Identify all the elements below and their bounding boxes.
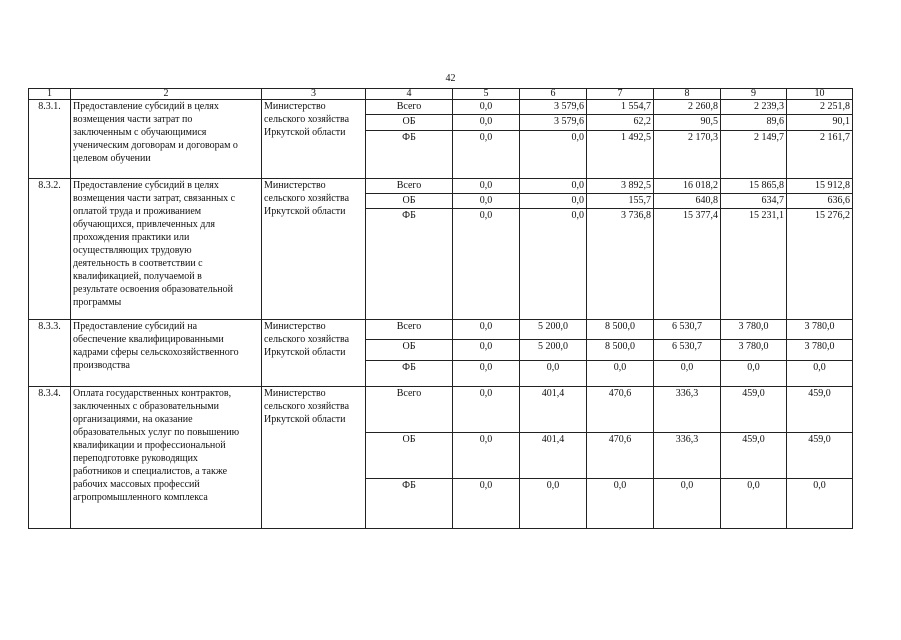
- funding-source: ОБ: [366, 115, 453, 131]
- header-cell: 8: [654, 89, 721, 100]
- value-cell: 0,0: [520, 361, 587, 387]
- header-row: [29, 89, 853, 100]
- value-cell: 2 260,8: [654, 100, 721, 115]
- header-cell: 5: [453, 89, 520, 100]
- value-cell: 3 579,6: [520, 100, 587, 115]
- value-cell: 0,0: [453, 361, 520, 387]
- value-cell: 155,7: [587, 194, 654, 209]
- value-cell: 0,0: [453, 320, 520, 340]
- description-line: работников и специалистов, а также: [73, 466, 228, 477]
- table-row: [29, 100, 853, 115]
- header-cell: 10: [787, 89, 853, 100]
- page-number: 42: [445, 73, 456, 84]
- funding-source: ОБ: [366, 340, 453, 361]
- description-line: осуществляющих трудовую: [73, 245, 192, 256]
- item-executor: [262, 100, 366, 179]
- value-cell: 15 276,2: [787, 209, 853, 320]
- description-line: прохождения практики или: [73, 232, 190, 243]
- value-cell: 636,6: [787, 194, 853, 209]
- value-cell: 1 554,7: [587, 100, 654, 115]
- header-cell: 4: [366, 89, 453, 100]
- header-cell: 7: [587, 89, 654, 100]
- header-cell: 9: [721, 89, 787, 100]
- description-line: программы: [73, 297, 122, 308]
- value-cell: 0,0: [453, 340, 520, 361]
- description-line: организациями, на оказание: [73, 414, 193, 425]
- executor-line: Министерство: [264, 388, 326, 399]
- value-cell: 89,6: [721, 115, 787, 131]
- value-cell: 15 865,8: [721, 179, 787, 194]
- value-cell: 470,6: [587, 387, 654, 433]
- value-cell: 0,0: [787, 361, 853, 387]
- description-line: ученическим договорам и договорам о: [73, 140, 238, 151]
- item-code: 8.3.3.: [29, 320, 71, 387]
- executor-line: Иркутской области: [264, 414, 346, 425]
- value-cell: 0,0: [721, 361, 787, 387]
- value-cell: 16 018,2: [654, 179, 721, 194]
- value-cell: 634,7: [721, 194, 787, 209]
- item-executor: [262, 387, 366, 529]
- value-cell: 0,0: [520, 131, 587, 179]
- value-cell: 0,0: [587, 479, 654, 529]
- item-executor: [262, 179, 366, 320]
- value-cell: 15 377,4: [654, 209, 721, 320]
- value-cell: 5 200,0: [520, 320, 587, 340]
- value-cell: 8 500,0: [587, 320, 654, 340]
- executor-line: сельского хозяйства: [264, 401, 350, 412]
- value-cell: 90,5: [654, 115, 721, 131]
- value-cell: 0,0: [654, 479, 721, 529]
- description-line: деятельность в соответствии с: [73, 258, 203, 269]
- funding-source: ФБ: [366, 209, 453, 320]
- item-description: [71, 100, 262, 179]
- description-line: обеспечение квалифицированными: [73, 334, 224, 345]
- executor-line: сельского хозяйства: [264, 114, 350, 125]
- value-cell: 0,0: [520, 209, 587, 320]
- value-cell: 3 780,0: [721, 320, 787, 340]
- description-line: Предоставление субсидий на: [73, 321, 198, 332]
- header-cell: 6: [520, 89, 587, 100]
- funding-source: Всего: [366, 100, 453, 115]
- executor-line: Министерство: [264, 101, 326, 112]
- description-line: переподготовке руководящих: [73, 453, 198, 464]
- value-cell: 459,0: [721, 433, 787, 479]
- table-row: [29, 179, 853, 194]
- executor-line: сельского хозяйства: [264, 193, 350, 204]
- value-cell: 0,0: [453, 387, 520, 433]
- value-cell: 2 251,8: [787, 100, 853, 115]
- description-line: возмещения части затрат, связанных с: [73, 193, 236, 204]
- value-cell: 3 892,5: [587, 179, 654, 194]
- value-cell: 0,0: [453, 179, 520, 194]
- table-row: [29, 387, 853, 433]
- description-line: заключенных с образовательными: [73, 401, 219, 412]
- budget-table: [28, 88, 853, 529]
- description-line: обучающихся, привлеченных для: [73, 219, 215, 230]
- executor-line: Министерство: [264, 321, 326, 332]
- description-line: образовательных услуг по повышению: [73, 427, 240, 438]
- description-line: рабочих массовых профессий: [73, 479, 200, 490]
- value-cell: 2 149,7: [721, 131, 787, 179]
- value-cell: 0,0: [654, 361, 721, 387]
- value-cell: 459,0: [787, 387, 853, 433]
- description-line: результате освоения образовательной: [73, 284, 233, 295]
- value-cell: 336,3: [654, 433, 721, 479]
- value-cell: 3 780,0: [721, 340, 787, 361]
- value-cell: 0,0: [453, 115, 520, 131]
- item-description: [71, 179, 262, 320]
- executor-line: Иркутской области: [264, 206, 346, 217]
- value-cell: 0,0: [721, 479, 787, 529]
- header-cell: 3: [262, 89, 366, 100]
- value-cell: 90,1: [787, 115, 853, 131]
- value-cell: 0,0: [787, 479, 853, 529]
- header-cell: 1: [29, 89, 71, 100]
- description-line: Предоставление субсидий в целях: [73, 180, 219, 191]
- value-cell: 6 530,7: [654, 320, 721, 340]
- value-cell: 5 200,0: [520, 340, 587, 361]
- item-code: 8.3.1.: [29, 100, 71, 179]
- item-executor: [262, 320, 366, 387]
- value-cell: 3 780,0: [787, 340, 853, 361]
- funding-source: ФБ: [366, 131, 453, 179]
- item-description: [71, 320, 262, 387]
- value-cell: 15 912,8: [787, 179, 853, 194]
- value-cell: 459,0: [721, 387, 787, 433]
- description-line: кадрами сферы сельскохозяйственного: [73, 347, 239, 358]
- executor-line: Министерство: [264, 180, 326, 191]
- item-description: [71, 387, 262, 529]
- value-cell: 0,0: [453, 194, 520, 209]
- funding-source: ОБ: [366, 433, 453, 479]
- value-cell: 62,2: [587, 115, 654, 131]
- funding-source: Всего: [366, 179, 453, 194]
- description-line: квалификации и профессиональной: [73, 440, 226, 451]
- value-cell: 6 530,7: [654, 340, 721, 361]
- value-cell: 3 780,0: [787, 320, 853, 340]
- value-cell: 459,0: [787, 433, 853, 479]
- value-cell: 0,0: [520, 179, 587, 194]
- item-code: 8.3.4.: [29, 387, 71, 529]
- value-cell: 401,4: [520, 387, 587, 433]
- header-cell: 2: [71, 89, 262, 100]
- description-line: Оплата государственных контрактов,: [73, 388, 232, 399]
- value-cell: 0,0: [453, 131, 520, 179]
- value-cell: 1 492,5: [587, 131, 654, 179]
- description-line: агропромышленного комплекса: [73, 492, 208, 503]
- description-line: производства: [73, 360, 130, 371]
- description-line: оплатой труда и проживанием: [73, 206, 202, 217]
- description-line: квалификацией, получаемой в: [73, 271, 202, 282]
- value-cell: 640,8: [654, 194, 721, 209]
- funding-source: ФБ: [366, 361, 453, 387]
- executor-line: Иркутской области: [264, 347, 346, 358]
- value-cell: 0,0: [520, 194, 587, 209]
- value-cell: 470,6: [587, 433, 654, 479]
- value-cell: 3 579,6: [520, 115, 587, 131]
- value-cell: 0,0: [453, 479, 520, 529]
- funding-source: Всего: [366, 320, 453, 340]
- value-cell: 0,0: [520, 479, 587, 529]
- executor-line: Иркутской области: [264, 127, 346, 138]
- funding-source: ОБ: [366, 194, 453, 209]
- value-cell: 2 161,7: [787, 131, 853, 179]
- value-cell: 3 736,8: [587, 209, 654, 320]
- description-line: Предоставление субсидий в целях: [73, 101, 219, 112]
- value-cell: 401,4: [520, 433, 587, 479]
- funding-source: ФБ: [366, 479, 453, 529]
- value-cell: 0,0: [587, 361, 654, 387]
- value-cell: 0,0: [453, 433, 520, 479]
- value-cell: 2 239,3: [721, 100, 787, 115]
- value-cell: 0,0: [453, 209, 520, 320]
- description-line: целевом обучении: [73, 153, 151, 164]
- description-line: возмещения части затрат по: [73, 114, 193, 125]
- table-row: [29, 320, 853, 340]
- value-cell: 336,3: [654, 387, 721, 433]
- value-cell: 15 231,1: [721, 209, 787, 320]
- executor-line: сельского хозяйства: [264, 334, 350, 345]
- description-line: заключенным с обучающимися: [73, 127, 207, 138]
- value-cell: 2 170,3: [654, 131, 721, 179]
- item-code: 8.3.2.: [29, 179, 71, 320]
- value-cell: 8 500,0: [587, 340, 654, 361]
- funding-source: Всего: [366, 387, 453, 433]
- value-cell: 0,0: [453, 100, 520, 115]
